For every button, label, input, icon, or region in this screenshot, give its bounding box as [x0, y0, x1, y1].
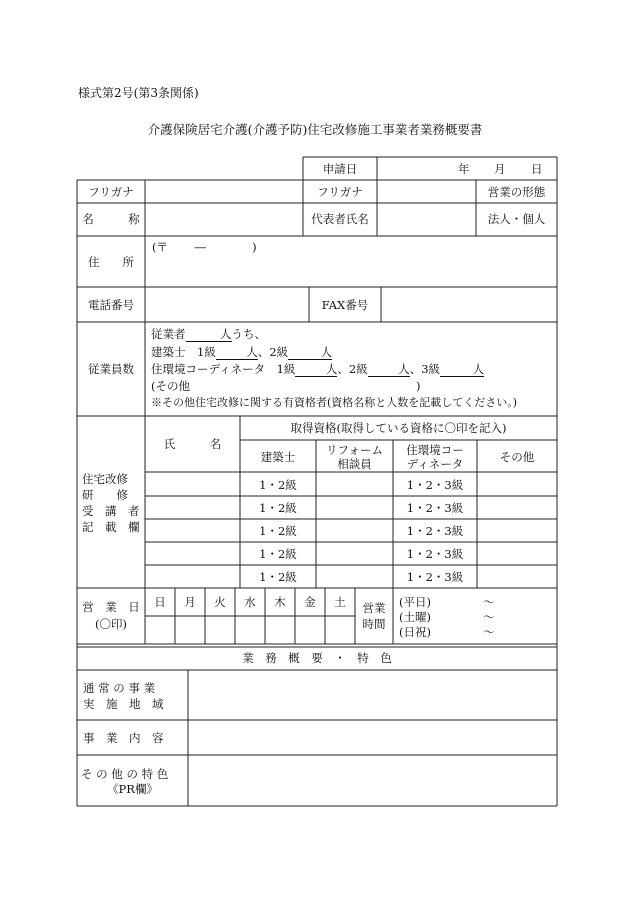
trainee-name-field[interactable]	[146, 473, 239, 495]
trainee-coordinator-options[interactable]: 1・2・3級	[406, 524, 464, 538]
coordinator-grade1-unit: 人	[325, 362, 338, 376]
form-number: 様式第2号(第3条関係)	[78, 86, 199, 100]
trainees-label-1: 住宅改修	[82, 472, 128, 486]
employees-line-coordinator	[151, 362, 484, 377]
application-month-label: 月	[494, 162, 506, 176]
hours-saturday-tilde: ～	[483, 610, 495, 624]
employees-other-open: (その他	[151, 379, 190, 393]
application-date-field[interactable]	[378, 158, 556, 179]
coordinator-grade2-unit: 人	[398, 362, 410, 376]
business-content-field[interactable]	[189, 721, 556, 754]
trainee-name-header: 氏 名	[163, 437, 222, 451]
overview-title: 業 務 概 要 ・ 特 色	[242, 651, 392, 665]
business-type-options[interactable]: 法人・個人	[487, 212, 546, 226]
day-wednesday-mark[interactable]	[236, 617, 264, 643]
trainee-reform-field[interactable]	[317, 497, 392, 518]
architect-grade1-unit: 人	[246, 345, 258, 359]
employees-total-text: 従業者	[151, 327, 186, 341]
service-area-field[interactable]	[189, 671, 556, 719]
other-features-label: そ の 他 の 特 色	[81, 767, 169, 781]
col-other-header: その他	[499, 450, 535, 464]
pr-column-label: 《PR欄》	[107, 782, 158, 796]
day-monday-mark[interactable]	[176, 617, 204, 643]
trainee-reform-field[interactable]	[317, 543, 392, 564]
hours-weekday-label: (平日)	[399, 595, 431, 609]
coordinator-grade2-text: 、2級	[337, 362, 368, 376]
trainee-architect-options[interactable]: 1・2級	[259, 501, 297, 515]
architect-grade2-field[interactable]	[288, 346, 332, 360]
employees-of-which: うち、	[231, 327, 266, 341]
business-hours-end-field[interactable]	[500, 595, 554, 639]
coordinator-grade3-field[interactable]	[440, 363, 484, 377]
architect-grade1-field[interactable]	[216, 346, 258, 360]
day-friday: 金	[304, 595, 316, 609]
trainee-architect-options[interactable]: 1・2級	[259, 524, 297, 538]
trainee-other-field[interactable]	[478, 520, 556, 541]
trainee-reform-field[interactable]	[317, 473, 392, 495]
coordinator-grade3-unit: 人	[472, 362, 485, 376]
trainee-architect-options[interactable]: 1・2級	[259, 547, 297, 561]
business-hours-start-field[interactable]	[440, 595, 480, 639]
architect-grade1-text: 建築士 1級	[151, 345, 216, 359]
phone-label: 電話番号	[88, 298, 134, 312]
employees-line-architect	[151, 345, 332, 360]
employees-other-field[interactable]	[200, 378, 412, 393]
day-saturday-mark[interactable]	[326, 617, 354, 643]
trainee-name-field[interactable]	[146, 520, 239, 541]
trainee-architect-options[interactable]: 1・2級	[259, 478, 297, 492]
postal-code-field[interactable]: (〒 ― )	[152, 240, 257, 254]
trainee-other-field[interactable]	[478, 473, 556, 495]
application-day-label: 日	[531, 162, 543, 176]
coordinator-grade2-field[interactable]	[368, 363, 410, 377]
qualification-header: 取得資格(取得している資格に〇印を記入)	[290, 421, 507, 435]
address-field[interactable]	[146, 256, 556, 286]
employees-total-field[interactable]	[186, 328, 232, 342]
representative-name-field[interactable]	[378, 204, 475, 235]
service-area-label-2: 実 施 地 域	[83, 697, 164, 711]
address-label: 住 所	[88, 255, 134, 269]
trainee-reform-field[interactable]	[317, 566, 392, 587]
hours-holiday-tilde: ～	[483, 625, 495, 639]
employees-other-close: )	[416, 379, 421, 393]
day-tuesday: 火	[214, 595, 226, 609]
col-reform-header-1: リフォーム	[326, 443, 383, 457]
company-furigana-field[interactable]	[146, 181, 302, 202]
document-title: 介護保険居宅介護(介護予防)住宅改修施工事業者業務概要書	[147, 122, 483, 137]
trainee-coordinator-options[interactable]: 1・2・3級	[406, 570, 464, 584]
coordinator-grade1-field[interactable]	[295, 363, 337, 377]
day-monday: 月	[184, 595, 196, 609]
day-thursday: 木	[274, 595, 286, 609]
architect-grade2-unit: 人	[320, 345, 333, 359]
business-content-label: 事 業 内 容	[83, 731, 164, 745]
day-sunday: 日	[154, 595, 166, 609]
col-coordinator-header-2: ディネータ	[406, 457, 464, 471]
hours-holiday-label: (日祝)	[399, 625, 431, 639]
employees-note: ※その他住宅改修に関する有資格者(資格名称と人数を記載してください。)	[151, 396, 518, 409]
representative-furigana-label: フリガナ	[317, 185, 363, 199]
application-date-label: 申請日	[322, 162, 358, 176]
representative-furigana-field[interactable]	[378, 181, 475, 202]
trainee-other-field[interactable]	[478, 543, 556, 564]
company-name-label: 名 称	[82, 212, 140, 226]
furigana-label: フリガナ	[88, 185, 134, 199]
col-coordinator-header-1: 住環境コー	[406, 443, 464, 457]
day-friday-mark[interactable]	[296, 617, 324, 643]
business-hours-label-1: 営業	[362, 601, 386, 615]
trainee-architect-options[interactable]: 1・2級	[259, 570, 297, 584]
trainee-name-field[interactable]	[146, 497, 239, 518]
trainee-other-field[interactable]	[478, 497, 556, 518]
day-tuesday-mark[interactable]	[206, 617, 234, 643]
coordinator-grade1-text: 住環境コーディネータ 1級	[151, 362, 296, 376]
service-area-label-1: 通 常 の 事 業	[83, 681, 156, 695]
architect-grade2-text: 、2級	[257, 345, 289, 359]
hours-saturday-label: (土曜)	[399, 610, 431, 624]
trainee-name-field[interactable]	[146, 566, 239, 587]
fax-field[interactable]	[382, 288, 556, 321]
day-saturday: 土	[334, 595, 346, 609]
employees-line-total	[151, 327, 266, 342]
col-reform-header-2: 相談員	[337, 457, 372, 471]
company-name-field[interactable]	[146, 204, 302, 235]
employees-label: 従業員数	[88, 362, 134, 376]
day-thursday-mark[interactable]	[266, 617, 294, 643]
col-architect-header: 建築士	[260, 450, 296, 464]
day-wednesday: 水	[244, 595, 256, 609]
fax-label: FAX番号	[321, 298, 369, 312]
trainee-coordinator-options[interactable]: 1・2・3級	[406, 501, 464, 515]
trainees-label-3: 受 講 者	[82, 504, 140, 518]
application-year-label: 年	[458, 162, 470, 176]
trainee-other-field[interactable]	[478, 566, 556, 587]
business-days-circle-note: (〇印)	[95, 617, 127, 631]
trainee-reform-field[interactable]	[317, 520, 392, 541]
representative-name-label: 代表者氏名	[311, 212, 369, 226]
trainees-label-4: 記 載 欄	[82, 520, 140, 534]
business-hours-label-2: 時間	[362, 617, 386, 631]
business-days-label: 営 業 日	[82, 600, 140, 614]
trainee-name-field[interactable]	[146, 543, 239, 564]
business-type-label: 営業の形態	[487, 185, 546, 199]
employees-total-unit: 人	[220, 327, 232, 341]
trainees-label-2: 研 修	[82, 488, 128, 502]
coordinator-grade3-text: 、3級	[409, 362, 441, 376]
hours-weekday-tilde: ～	[483, 595, 495, 609]
other-features-field[interactable]	[189, 756, 556, 805]
trainee-coordinator-options[interactable]: 1・2・3級	[406, 478, 464, 492]
phone-field[interactable]	[146, 288, 308, 321]
day-sunday-mark[interactable]	[146, 617, 174, 643]
trainee-coordinator-options[interactable]: 1・2・3級	[406, 547, 464, 561]
